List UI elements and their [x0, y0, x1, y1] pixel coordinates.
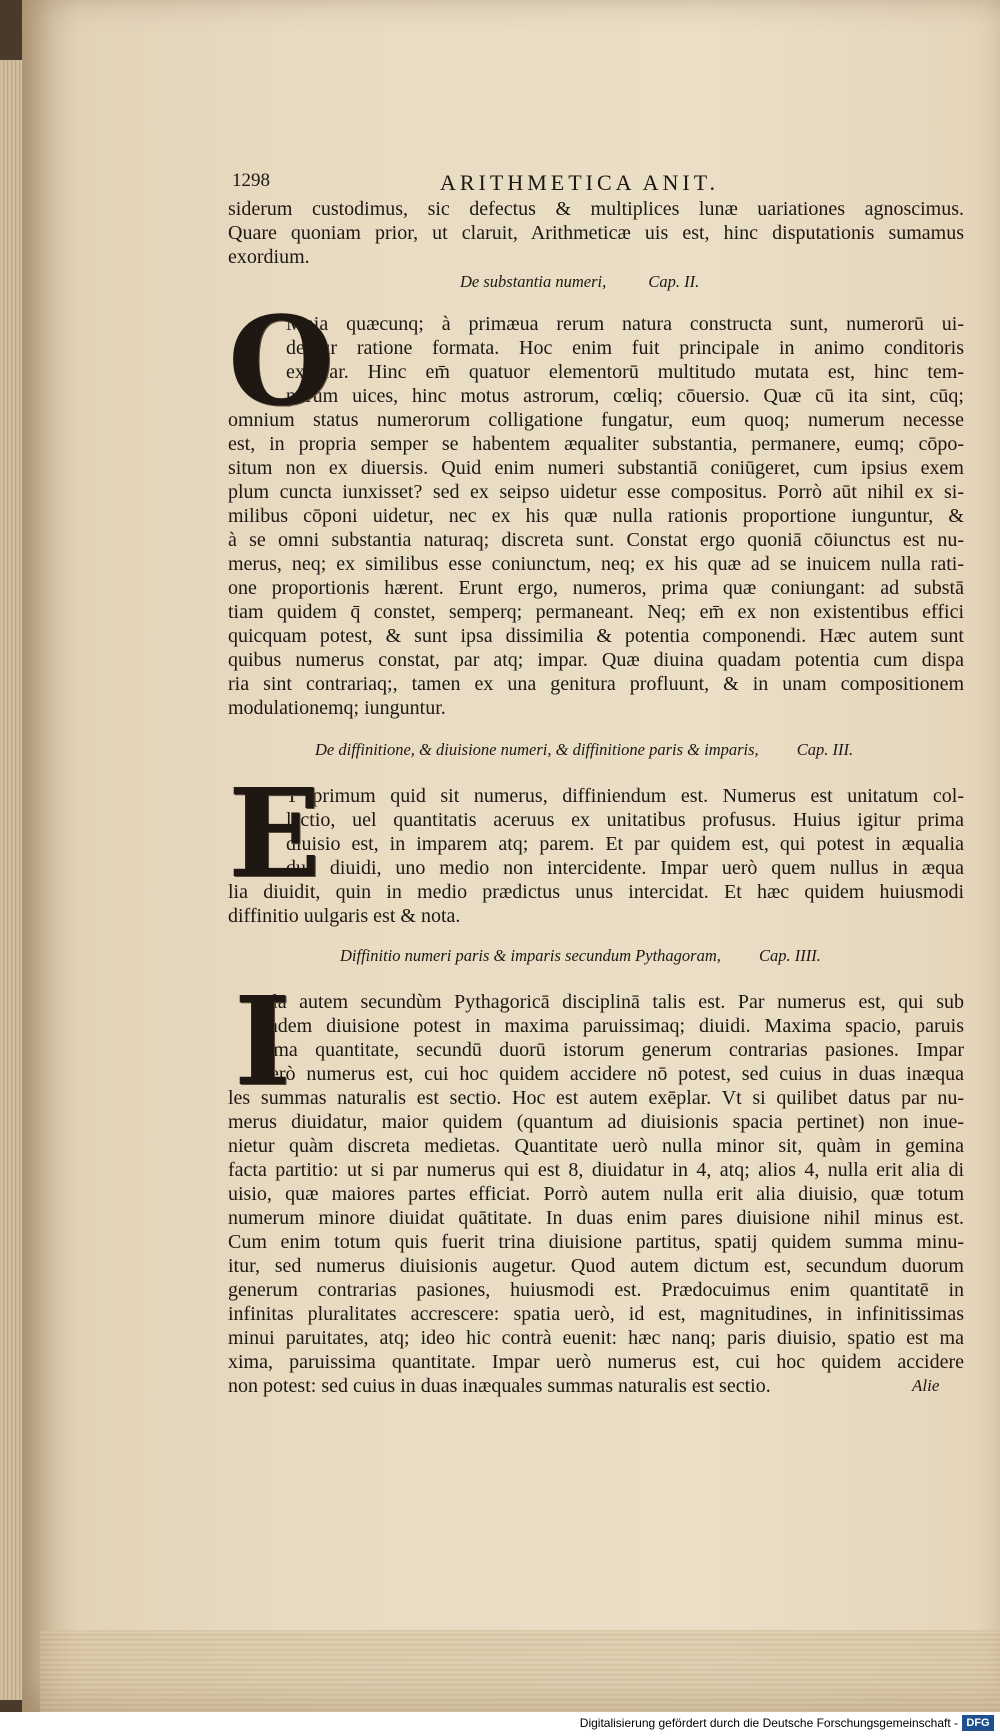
text-line: milibus cōponi uidetur, nec ex his quæ nulla rationis proportione iunguntur, & — [228, 505, 964, 527]
text-line: situm non ex diuersis. Quid enim numeri substantiā coniūgeret, cum ipsius exem — [228, 457, 964, 479]
page-number: 1298 — [232, 170, 270, 191]
text-line: quicquam potest, & sunt ipsa dissimilia & potentia componendi. Hæc autem sunt — [228, 625, 964, 647]
chapter-heading — [460, 272, 699, 292]
text-line: numerum minore diuidat quātitate. In duas enim pares diuisione nihil minus est. — [228, 1207, 964, 1229]
chapter-title: Diffinitio numeri paris & imparis secundum Pythagoram, — [340, 946, 721, 965]
page-stack — [40, 1630, 1000, 1712]
chapter-body — [228, 761, 964, 928]
text-line: nietur quàm discreta medietas. Quantitate uerò nulla minor sit, quàm in gemina — [228, 1135, 964, 1157]
text-line: xima, paruissima quantitate. Impar uerò numerus est, cui hoc quidem accidere — [228, 1351, 964, 1373]
text-line: generum contrarias pasiones, huiusmodi est. Prædocuimus enim quantitatē in — [228, 1279, 964, 1301]
intro-paragraph — [228, 198, 964, 270]
text-line: omnium status numerorum colligatione fungatur, eum quoq; numerum necesse — [228, 409, 964, 431]
running-head — [232, 170, 752, 196]
chapter-title: De diffinitione, & diuisione numeri, & diffinitione paris & imparis, — [315, 740, 759, 759]
text-line: siderum custodimus, sic defectus & multiplices lunæ uariationes agnoscimus. — [228, 198, 964, 220]
initial-letter: E — [228, 761, 321, 905]
text-line: facta partitio: ut si par numerus qui est 8, diuidatur in 4, atq; alios 4, nulla erit alia di — [228, 1159, 964, 1181]
text-line: à se omni substantia naturaq; discreta sunt. Constat ergo quoniā cōiunctus est nu- — [228, 529, 964, 551]
text-line: est, in propria semper se habentem æqualiter substantia, permanere, eumq; cōpo- — [228, 433, 964, 455]
chapter-number: Cap. II. — [648, 272, 700, 291]
chapter-heading — [340, 946, 821, 966]
text-line: modulationemq; iunguntur. — [228, 697, 446, 719]
footer-bar — [0, 1712, 1000, 1736]
text-line: merus, neq; ex similibus esse coniunctum, neq; ex his quæ ad se inuicem nulla rati- — [228, 553, 964, 575]
text-line: ria sint contrariaq;, tamen ex una genitura profluunt, & in unam compositionem — [228, 673, 964, 695]
catchword: Alie — [912, 1376, 940, 1395]
text-line: exordium. — [228, 246, 310, 268]
chapter-title: De substantia numeri, — [460, 272, 607, 291]
text-line: exēplar. Hinc em̄ quatuor elementorū multitudo mutata est, hinc tem- — [286, 361, 964, 383]
text-line: one proportionis hærent. Erunt ergo, numeros, prima quæ coniungant: ad substā — [228, 577, 964, 599]
text-line: Cum enim totum quis fuerit trina diuisione partitus, spatij quidem summa minu- — [228, 1231, 964, 1253]
text-line: Lla autem secundùm Pythagoricā disciplinā talis est. Par numerus est, qui sub — [260, 991, 964, 1013]
text-line: duo diuidi, uno medio non intercidente. Impar uerò quem nullus in æqua — [286, 857, 964, 879]
chapter-body — [228, 289, 964, 720]
text-line: itur, sed numerus diuisionis augetur. Quod autem dictum est, secundum duorum — [228, 1255, 964, 1277]
text-line: plum cuncta iunxisset? sed ex seipso uidetur esse compositus. Porrò aūt nihil ex si- — [228, 481, 964, 503]
chapter-number: Cap. IIII. — [759, 946, 821, 965]
text-line: infinitas pluralitates accrescere: spatia uerò, id est, magnitudines, in infinitissimas — [228, 1303, 964, 1325]
initial-letter: O — [228, 289, 335, 433]
text-line: diuisio est, in imparem atq; parem. Et par quidem est, qui potest in æqualia — [286, 833, 964, 855]
chapter-heading — [315, 740, 853, 760]
text-line: dentur ratione formata. Hoc enim fuit principale in animo conditoris — [286, 337, 964, 359]
text-line: T primum quid sit numerus, diffiniendum est. Numerus est unitatum col- — [286, 785, 964, 807]
text-line: quibus numerus constat, par atq; impar. Quæ diuina quadam potentia cum dispa — [228, 649, 964, 671]
text-line: eadem diuisione potest in maxima paruissimaq; diuidi. Maxima spacio, paruis — [260, 1015, 964, 1037]
text-line: lectio, uel quantitatis aceruus ex unitatibus profusus. Huius igitur prima — [286, 809, 964, 831]
funding-notice: Digitalisierung gefördert durch die Deutsche Forschungsgemeinschaft - — [579, 1716, 958, 1730]
text-line: diffinitio uulgaris est & nota. — [228, 905, 461, 927]
text-line: lia diuidit, quin in medio prædictus unus intercidat. Et hæc quidem huiusmodi — [228, 881, 964, 903]
text-line: tiam quidem q̄ constet, semperq; permaneant. Neq; em̄ ex non existentibus effici — [228, 601, 964, 623]
text-line: uerò numerus est, cui hoc quidem accidere nō potest, sed cuius in duas inæqua — [260, 1063, 964, 1085]
text-line: Quare quoniam prior, ut claruit, Arithmeticæ uis est, hinc disputationis sumamus — [228, 222, 964, 244]
initial-letter: I — [234, 969, 292, 1113]
text-line: minui paruitates, atq; ideo hic contrà euenit: hæc nanq; paris diuisio, spatio est ma — [228, 1327, 964, 1349]
chapter-number: Cap. III. — [796, 740, 854, 759]
text-line: uisio, quæ maiores partes efficiat. Porrò autem nulla erit alia diuisio, quæ totum — [228, 1183, 964, 1205]
text-line: non potest: sed cuius in duas inæquales summas naturalis est sectio. — [228, 1375, 771, 1397]
chapter-body — [228, 969, 964, 1398]
dfg-logo: DFG — [962, 1715, 994, 1731]
text-line: porum uices, hinc motus astrorum, cœliq; cōuersio. Quæ cū ita sint, cūq; — [286, 385, 964, 407]
text-line: Mnia quæcunq; à primæua rerum natura constructa sunt, numerorū ui- — [286, 313, 964, 335]
text-line: sima quantitate, secundū duorū istorum generum contrarias pasiones. Impar — [260, 1039, 964, 1061]
text-line: merus diuidatur, maior quidem (quantum ad diuisionis spacia pertinet) non inue- — [228, 1111, 964, 1133]
text-line: les summas naturalis est sectio. Hoc est autem exēplar. Vt si quilibet datus par nu- — [228, 1087, 964, 1109]
running-title: ARITHMETICA ANIT. — [440, 170, 720, 195]
